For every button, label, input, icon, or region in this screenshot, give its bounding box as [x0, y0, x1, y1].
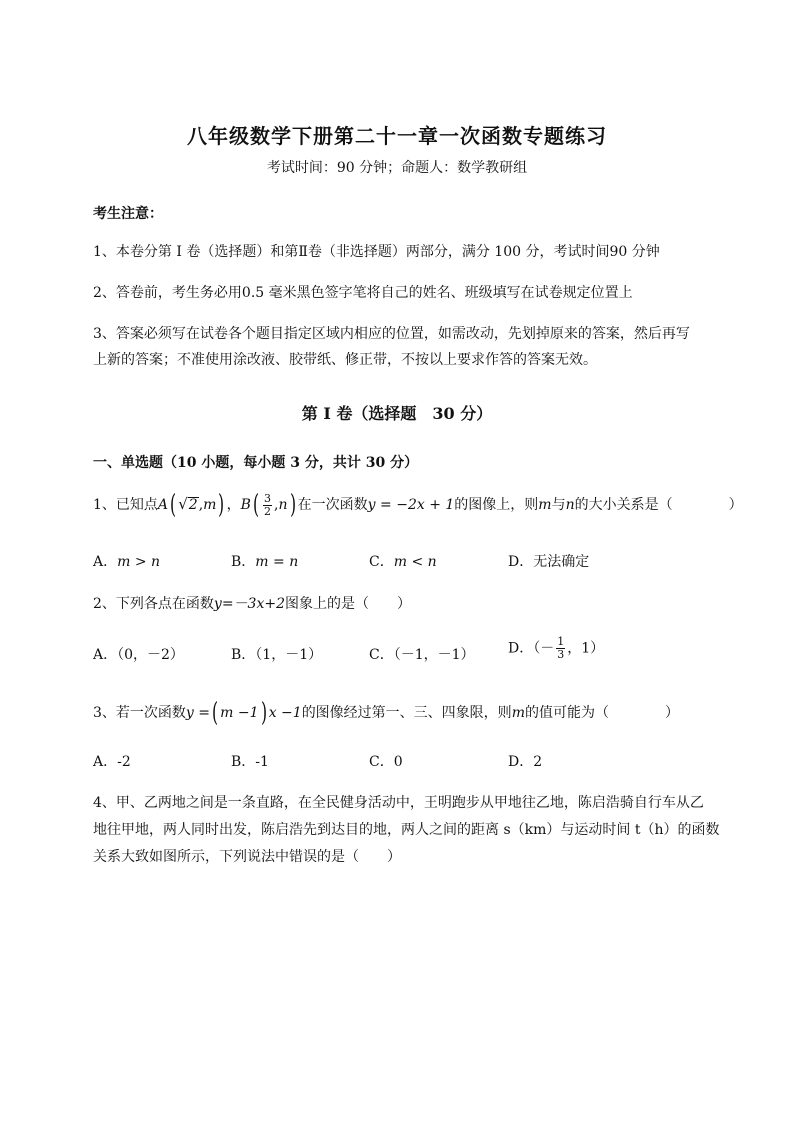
q3-paren-open: (: [212, 698, 219, 728]
q2-option-a: A．（0，－2）: [93, 647, 184, 663]
q1-option-d-text: 无法确定: [533, 554, 590, 570]
q1-option-b: [231, 551, 298, 571]
q3-option-c: C．0: [369, 754, 403, 770]
q2-option-d-fraction: [556, 636, 565, 661]
exam-info: 考试时间：90 分钟；命题人：数学教研组: [266, 160, 528, 176]
q3-func-inner: m −1: [220, 705, 259, 721]
radical-sign: √: [178, 495, 188, 513]
q1-option-a-text: m > n: [117, 554, 161, 570]
notice-heading: 考生注意：: [93, 206, 163, 222]
q1-option-c-label: C．: [369, 554, 394, 570]
q1-option-d: [508, 551, 589, 571]
q1-b-second: n: [278, 497, 288, 513]
part-heading: 一、单选题（10 小题，每小题 3 分，共计 30 分）: [93, 455, 419, 471]
q2-option-c: C．（－1，－1）: [369, 647, 475, 663]
q3-option-d: D．2: [508, 754, 543, 770]
q1-point-b: B: [240, 497, 251, 513]
notice-item-3: 3、答案必须写在试卷各个题目指定区域内相应的位置，如需改动，先划掉原来的答案，然后再写上新的答案；不准使用涂改液、胶带纸、修正带，不按以上要求作答的答案无效。: [93, 326, 690, 368]
notice-item-2: 2、答卷前，考生务必用0.5 毫米黑色签字笔将自己的姓名、班级填写在试卷规定位置上: [93, 285, 633, 301]
q1-option-b-text: m = n: [255, 554, 299, 570]
q2-option-d: [508, 636, 604, 661]
q3-paren-close: ): [260, 698, 267, 728]
q1-var-n: n: [565, 497, 575, 513]
question-4-line-1: 4、甲、乙两地之间是一条直路，在全民健身活动中，王明跑步从甲地往乙地，陈启浩骑自行车从乙: [93, 795, 704, 811]
q1-option-a: [93, 551, 160, 571]
q2-option-b: B．（1，－1）: [231, 647, 323, 663]
q1-a-second: m: [203, 497, 217, 513]
q1-option-b-label: B．: [231, 554, 256, 570]
q3-option-b: B．-1: [231, 754, 269, 770]
q2-prefix: 2、下列各点在函数: [93, 596, 214, 612]
q3-prefix: 3、若一次函数: [93, 705, 186, 721]
question-4-line-3: 关系大致如图所示，下列说法中错误的是（ ）: [93, 849, 401, 865]
q2-suffix: 图象上的是（ ）: [285, 596, 412, 612]
question-2: [93, 593, 411, 613]
document-title: 八年级数学下册第二十一章一次函数专题练习: [187, 124, 607, 148]
q1-mid2: 的图像上，则: [454, 497, 539, 513]
question-4-line-2: 地往甲地，两人同时出发，陈启浩先到达目的地，两人之间的距离 s（km）与运动时间 t（h）的函数: [93, 822, 720, 838]
q1-function: y = −2x + 1: [367, 497, 455, 513]
q3-var-m: m: [511, 705, 525, 721]
q2-function: y=－3x+2: [213, 596, 286, 612]
q1-var-m: m: [538, 497, 552, 513]
q1-option-d-label: D．: [508, 554, 534, 570]
q3-func-right: x −1: [268, 705, 302, 721]
q3-mid: 的图像经过第一、三、四象限，则: [301, 705, 512, 721]
notice-item-1: 1、本卷分第 I 卷（选择题）和第Ⅱ卷（非选择题）两部分，满分 100 分，考试时间90 分钟: [93, 244, 660, 260]
q2-option-d-suffix: ，1）: [567, 640, 605, 657]
q1-sqrt-arg: 2: [188, 497, 198, 513]
q1-option-a-label: A．: [93, 554, 118, 570]
q1-prefix: 1、已知点: [93, 497, 158, 513]
q3-option-a: A．-2: [93, 754, 131, 770]
question-1: 1、已知点A( √2,m) ，B( $\frac{3}{2}$ ,n) 在一次函数y = −2x + 1的图像上，则m与n的大小关系是（ ）: [93, 490, 743, 520]
q1-paren-close-b: ): [289, 490, 296, 520]
q1-suffix: 的大小关系是（ ）: [574, 497, 743, 513]
q1-paren-open-a: (: [170, 490, 177, 520]
q2-frac-num: 1: [557, 635, 565, 648]
q1-paren-close-a: ): [218, 490, 225, 520]
q1-conj: 与: [551, 497, 566, 513]
q1-paren-open-b: (: [252, 490, 259, 520]
q1-frac-den: 2: [264, 504, 272, 518]
q1-option-c-text: m < n: [393, 554, 437, 570]
q2-option-d-prefix: D．（－: [508, 640, 555, 657]
question-3: [93, 700, 679, 726]
q1-mid: 在一次函数: [297, 497, 368, 513]
q3-suffix: 的值可能为（ ）: [524, 705, 679, 721]
q1-fraction: [263, 493, 272, 518]
q1-option-c: [369, 551, 437, 571]
q2-frac-den: 3: [557, 648, 565, 661]
q1-frac-num: 3: [264, 491, 272, 505]
q3-func-left: y =: [185, 705, 211, 721]
q1-point-a: A: [157, 497, 169, 513]
section-title: 第 I 卷（选择题 30 分）: [301, 404, 493, 423]
